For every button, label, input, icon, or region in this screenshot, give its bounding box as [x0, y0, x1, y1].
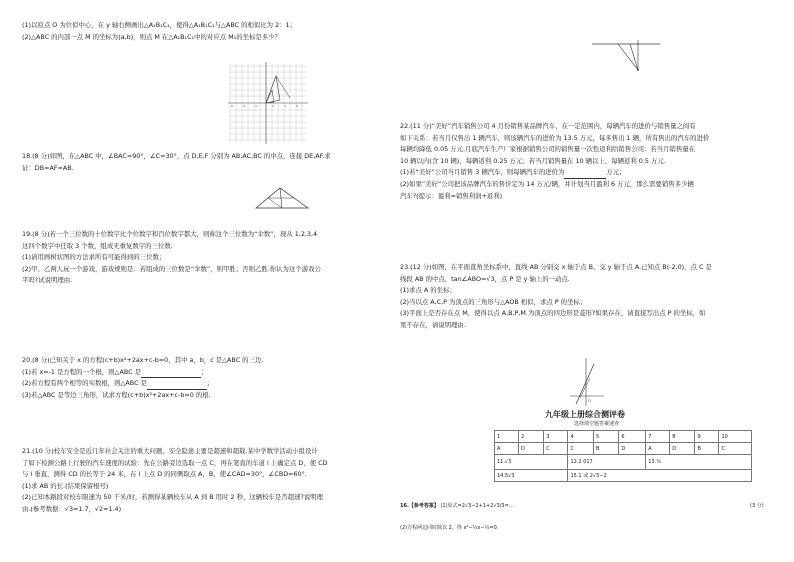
table-cell: C: [544, 443, 568, 455]
q20-part1-text: (1)若 x=-1 是方程的一个根，则△ABC 是: [22, 367, 141, 376]
coordinate-figure-q23: [570, 358, 604, 406]
q22-line5: [400, 167, 709, 179]
solution-16-text: (1)原式=2√3−2+1+2√3/3=…: [440, 503, 514, 509]
q23-line3: (1)求点 A 的坐标；: [400, 286, 456, 295]
table-cell: 13.¹⁄₆: [646, 455, 752, 470]
answer-sheet-title: 九年级上册综合测评卷: [545, 410, 625, 419]
q23-line6: 果不存在，请说明理由.: [400, 320, 466, 329]
solution-16-score: (3 分): [750, 503, 764, 509]
q19-line4: (2)甲、乙两人玩一个游戏，游戏规则是：若组成的三位数是“伞数”，则甲胜；否则乙胜.你认为这个游戏公: [22, 264, 321, 273]
svg-text:2: 2: [272, 104, 274, 108]
q19: [22, 229, 321, 287]
q20: [22, 355, 263, 401]
q19-line1: 19.(8 分)若一个三位数的十位数字比个位数字和百位数字都大，则称这个三位数为“伞数”，现从 1,2,3,4: [22, 230, 318, 238]
table-cell: 11.√3: [495, 455, 568, 470]
table-cell: D: [519, 443, 544, 455]
svg-text:-6: -6: [230, 104, 233, 108]
table-cell: 8: [670, 431, 695, 443]
q21: [22, 446, 328, 516]
table-cell: 3: [544, 431, 568, 443]
answer-sheet-subtitle: 选择填空题答案速查: [574, 421, 620, 427]
solution-16-line1: [400, 502, 514, 511]
q22-line7: 汽车?(提示：盈利=销售利润+返利): [400, 191, 503, 200]
q22: [400, 121, 709, 202]
q22-line1: 22.(11 分)“美好”汽车销售公司 4 月份销售某品牌汽车，在一定范围内，每辆汽车的进价与销售量之间有: [400, 122, 696, 130]
table-row: [495, 443, 752, 455]
q19-line5: 平吗?试说明理由.: [22, 276, 73, 285]
svg-text:-4: -4: [242, 104, 245, 108]
answer-blank-q20-2[interactable]: [147, 382, 207, 390]
table-cell: D: [619, 443, 646, 455]
svg-text:6: 6: [296, 104, 298, 108]
road-figure-q21: [592, 38, 662, 74]
coordinate-grid-figure: [228, 62, 308, 144]
q23-line2: 线段 AB 的中点，tan∠ABO=√3，点 P 是 y 轴上的一动点.: [400, 274, 570, 283]
table-cell: 5: [594, 431, 619, 443]
q21-line4: (1)求 AB 的长.(结果保留根号): [22, 481, 109, 490]
q23-line5: (3)平面上是否存在点 M，使得以点 A,B,P,M 为顶点的四边形是菱形?如果存在，请直接写出点 P 的坐标，如: [400, 309, 706, 318]
q17-part1: (1)以原点 O 为位似中心，在 y 轴右侧画出△A₁B₁C₁，使得△A₁B₁C₁与△ABC 的相似比为 2：1；: [22, 21, 296, 29]
answer-blank-q22[interactable]: [564, 171, 606, 179]
q20-line1: 20.(8 分)已知关于 x 的方程(c+b)x²+2ax+c-b=0，其中 a，b，c 是△ABC 的三边.: [22, 356, 264, 364]
q22-line4: 10 辆以内(含 10 辆)，每辆返利 0.25 万元；若当月销售量在 10 辆以上，每辆返利 0.5 万元.: [400, 156, 666, 165]
q22-line3: 每辆均降低 0.05 万元.月底汽车生产厂家根据销售公司的销售量一次性返利给销售公司：若当月销售量在: [400, 145, 696, 154]
q22-unit: 万元；: [606, 168, 626, 177]
answer-blank-q20-1[interactable]: [141, 370, 201, 378]
q21-line1: 21.(10 分)校车安全是近几年社会关注的重大问题，安全隐患主要是超速和超载.某中学数学活动小组设计: [22, 447, 318, 455]
table-row: [495, 455, 752, 470]
q23-line1: 23.(12 分)如图，在平面直角坐标系中，直线 AB 分别交 x 轴于点 B、交 y 轴于点 A.已知点 B(-2,0)，点 C 是: [400, 263, 712, 271]
q20-part2-text: (2)若方程有两个相等的实数根，则△ABC 是: [22, 379, 147, 388]
q23: [400, 262, 712, 332]
table-cell: 15.1 或 2√3−2: [568, 470, 752, 482]
triangle-figure-q18: [254, 186, 310, 210]
q17-part2: (2)△ABC 的内部一点 M 的坐标为(a,b)，则点 M 在△A₁B₁C₁中的对应点 M₁的坐标是多少？: [22, 32, 281, 41]
table-cell: A: [495, 443, 519, 455]
table-cell: 1: [495, 431, 519, 443]
q23-line4: (2)当以点 A,C,P 为顶点的三角形与△AOB 相似，求点 P 的坐标；: [400, 297, 587, 306]
svg-text:4: 4: [284, 104, 286, 108]
q21-line3: 与 l 垂直，测得 CD 的长等于 24 米，在 l 上点 D 的同侧取点 A，B，使∠CAD=30°，∠CBD=60°.: [22, 470, 307, 479]
table-cell: B: [695, 443, 719, 455]
table-cell: B: [594, 443, 619, 455]
table-cell: 12.2 017: [568, 455, 646, 470]
q20-line4: (3)若△ABC 是等边三角形，试求方程(c+b)x²+2ax+c-b=0 的根.: [22, 390, 211, 399]
table-cell: 4: [568, 431, 594, 443]
q18-line1: 18.(8 分)如图，在△ABC 中，∠BAC=90°，∠C=30°，点 D,E,F 分别为 AB,AC,BC 的中点，连接 DE,AF.求: [22, 152, 331, 160]
q21-line6: 由.(参考数据：√3≈1.7，√2≈1.4): [22, 504, 122, 513]
table-cell: C: [568, 443, 594, 455]
q21-line5: (2)已知本路段对校车限速为 50 千米/时，若测得某辆校车从 A 到 B 用时 2 秒，这辆校车是否超速?说明理: [22, 493, 324, 502]
table-cell: C: [719, 443, 752, 455]
q20-line3: (2)若方程有两个相等的实数根，则△ABC 是 ；: [22, 378, 263, 390]
table-cell: 6: [619, 431, 646, 443]
solution-16-line2: (2)方程两边同时除以 2，得 x²−½x−½=0.: [400, 525, 499, 531]
table-cell: A: [646, 443, 670, 455]
svg-text:O: O: [588, 399, 591, 403]
table-cell: 10: [719, 431, 752, 443]
table-cell: D: [670, 443, 695, 455]
answer-table: [494, 430, 752, 482]
table-cell: 7: [646, 431, 670, 443]
q22-line2: 如下关系：若当月仅售出 1 辆汽车，则该辆汽车的进价为 13.5 万元，每多售出 1 辆，所有售出的汽车的进价: [400, 133, 710, 142]
q19-line2: 这四个数字中任取 3 个数，组成无重复数字的三位数.: [22, 241, 173, 250]
q18: [22, 151, 331, 174]
q22-part1-text: (1)若“美好”公司当月销售 3 辆汽车，则每辆汽车的进价为: [400, 168, 565, 177]
q20-line2: (1)若 x=-1 是方程的一个根，则△ABC 是 ；: [22, 367, 263, 379]
table-cell: 9: [695, 431, 719, 443]
q22-line6: (2)如果“美好”公司把该品牌汽车的售价定为 14 万元/辆，并计划当月盈利 6 万元，那么需要销售多少辆: [400, 179, 694, 188]
table-cell: 2: [519, 431, 544, 443]
q18-line2: 证：DB=AF=AB.: [22, 163, 74, 172]
q19-line3: (1)请用画树状图的方法求所有可能得到的三位数；: [22, 253, 166, 262]
table-cell: 14.5√3: [495, 470, 568, 482]
table-row: [495, 431, 752, 443]
q21-line2: 了如下检测公路上行驶的汽车速度的试验：先在公路旁边选取一点 C，再在笔直的车道 l 上确定点 D，使 CD: [22, 458, 328, 467]
svg-text:-2: -2: [254, 104, 257, 108]
solution-16-label: 16.【参考答案】: [400, 503, 439, 509]
q17-subquestions: [22, 20, 296, 43]
table-row: [495, 470, 752, 482]
